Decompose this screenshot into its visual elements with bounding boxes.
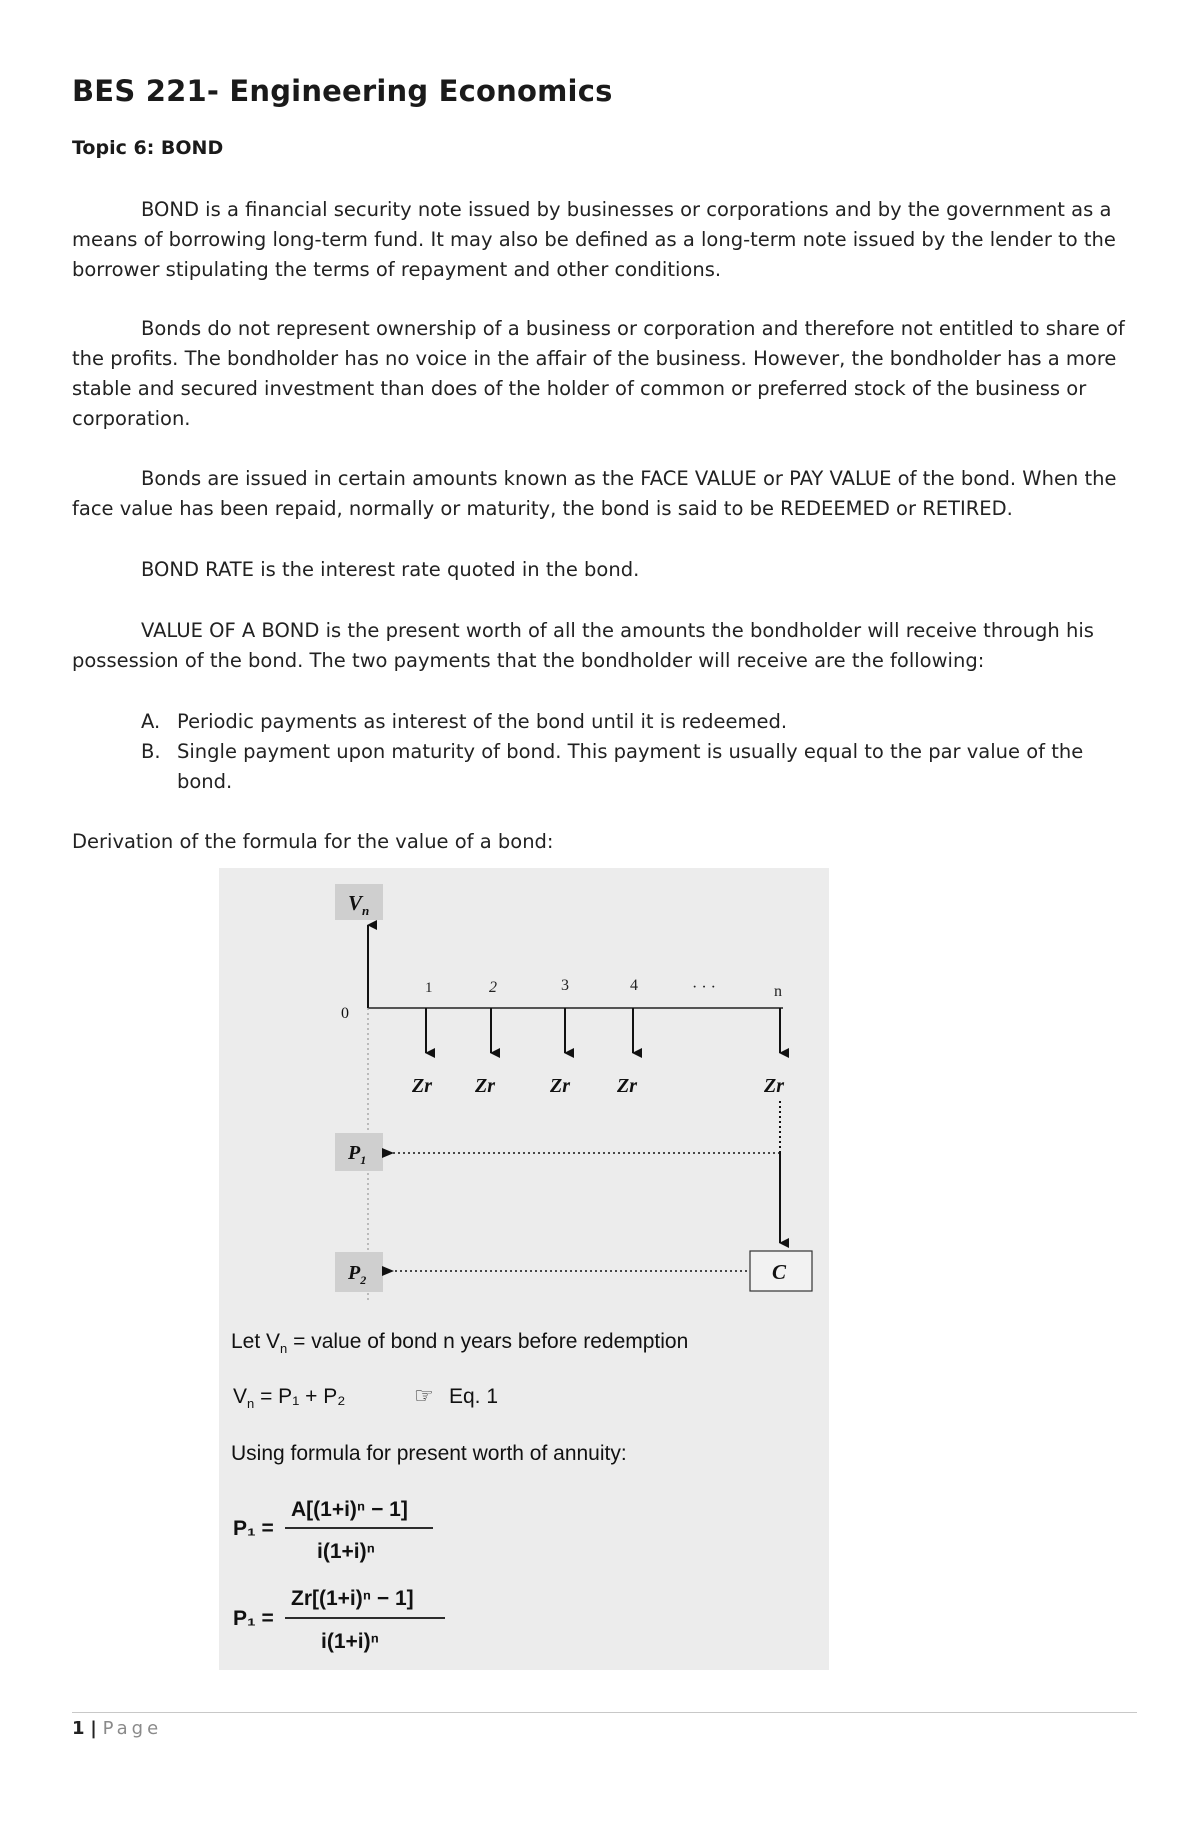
list-item-text: Single payment upon maturity of bond. This payment is usually equal to the par value of the bond. bbox=[177, 740, 1084, 793]
cash-flow-diagram bbox=[219, 868, 829, 1670]
c-label: C bbox=[772, 1260, 787, 1284]
payment-label: Zr bbox=[617, 1075, 637, 1097]
p1-label: $P_1$ bbox=[348, 1142, 367, 1167]
period-label: n bbox=[774, 983, 782, 1000]
payment-label: Zr bbox=[764, 1075, 784, 1097]
paragraph-face-value: Bonds are issued in certain amounts known as the FACE VALUE or PAY VALUE of the bond. When the face value has been repaid, normally or maturity, the bond is said to be REDEEMED or RETIRED. bbox=[72, 467, 1117, 520]
paragraph-value-of-bond: VALUE OF A BOND is the present worth of all the amounts the bondholder will receive through his possession of the bond. The two payments that the bondholder will receive are the following: bbox=[72, 619, 1094, 672]
paragraph-bond-rate: BOND RATE is the interest rate quoted in the bond. bbox=[141, 558, 640, 581]
eq1-label: Eq. 1 bbox=[449, 1385, 499, 1408]
paragraph-bond-ownership: Bonds do not represent ownership of a business or corporation and therefore not entitled to share of the profits. The bondholder has no voice in the affair of the business. However, the bondholder has a more stable and secured investment than does of the holder of common or preferred stock of the business or corporation. bbox=[72, 317, 1125, 430]
eq1-text: $V_n = P_1 + P_2$ bbox=[233, 1385, 346, 1411]
derivation-label: Derivation of the formula for the value of a bond: bbox=[72, 830, 554, 853]
page-number: 1 bbox=[72, 1718, 85, 1739]
p2-label: $P_2$ bbox=[348, 1262, 367, 1287]
zero-label: 0 bbox=[341, 1005, 349, 1022]
period-label: 4 bbox=[630, 977, 638, 994]
period-label: 1 bbox=[425, 980, 433, 996]
list-item bbox=[72, 707, 1132, 737]
period-label: 3 bbox=[561, 977, 569, 994]
formula1-numerator: A[(1+i)ⁿ − 1] bbox=[291, 1498, 408, 1521]
list-item-letter: A. bbox=[141, 710, 161, 733]
page-word: Page bbox=[102, 1718, 163, 1739]
payment-label: Zr bbox=[550, 1075, 570, 1097]
formula1-lhs: P₁ = bbox=[233, 1517, 274, 1540]
period-label: · · · bbox=[692, 979, 716, 996]
bond-derivation-figure bbox=[219, 868, 829, 1670]
payment-label: Zr bbox=[412, 1075, 432, 1097]
list-item-letter: B. bbox=[141, 740, 161, 763]
annuity-text: Using formula for present worth of annuity: bbox=[231, 1442, 627, 1465]
payment-label: Zr bbox=[475, 1075, 495, 1097]
formula2-lhs: P₁ = bbox=[233, 1607, 274, 1630]
topic-heading: Topic 6: BOND bbox=[72, 137, 224, 159]
page-footer bbox=[72, 1718, 162, 1739]
vn-label: $V_n$ bbox=[348, 891, 370, 918]
let-vn-text: Let $V_n$ = value of bond n years before redemption bbox=[231, 1330, 689, 1356]
footer-separator: | bbox=[90, 1718, 97, 1739]
list-item bbox=[72, 737, 1132, 797]
list-item-text: Periodic payments as interest of the bond until it is redeemed. bbox=[177, 710, 788, 733]
formula2-numerator: Zr[(1+i)ⁿ − 1] bbox=[291, 1587, 414, 1610]
paragraph-bond-definition: BOND is a financial security note issued by businesses or corporations and by the government as a means of borrowing long-term fund. It may also be defined as a long-term note issued by the lender to the borrower stipulating the terms of repayment and other conditions. bbox=[72, 198, 1116, 281]
period-label: 2 bbox=[489, 979, 497, 996]
formula1-denominator: i(1+i)ⁿ bbox=[317, 1540, 375, 1563]
pointing-hand-icon: ☞ bbox=[414, 1384, 434, 1409]
formula2-denominator: i(1+i)ⁿ bbox=[321, 1630, 379, 1653]
footer-divider bbox=[72, 1712, 1137, 1713]
document-title: BES 221- Engineering Economics bbox=[72, 74, 613, 108]
payment-list bbox=[72, 707, 1132, 797]
